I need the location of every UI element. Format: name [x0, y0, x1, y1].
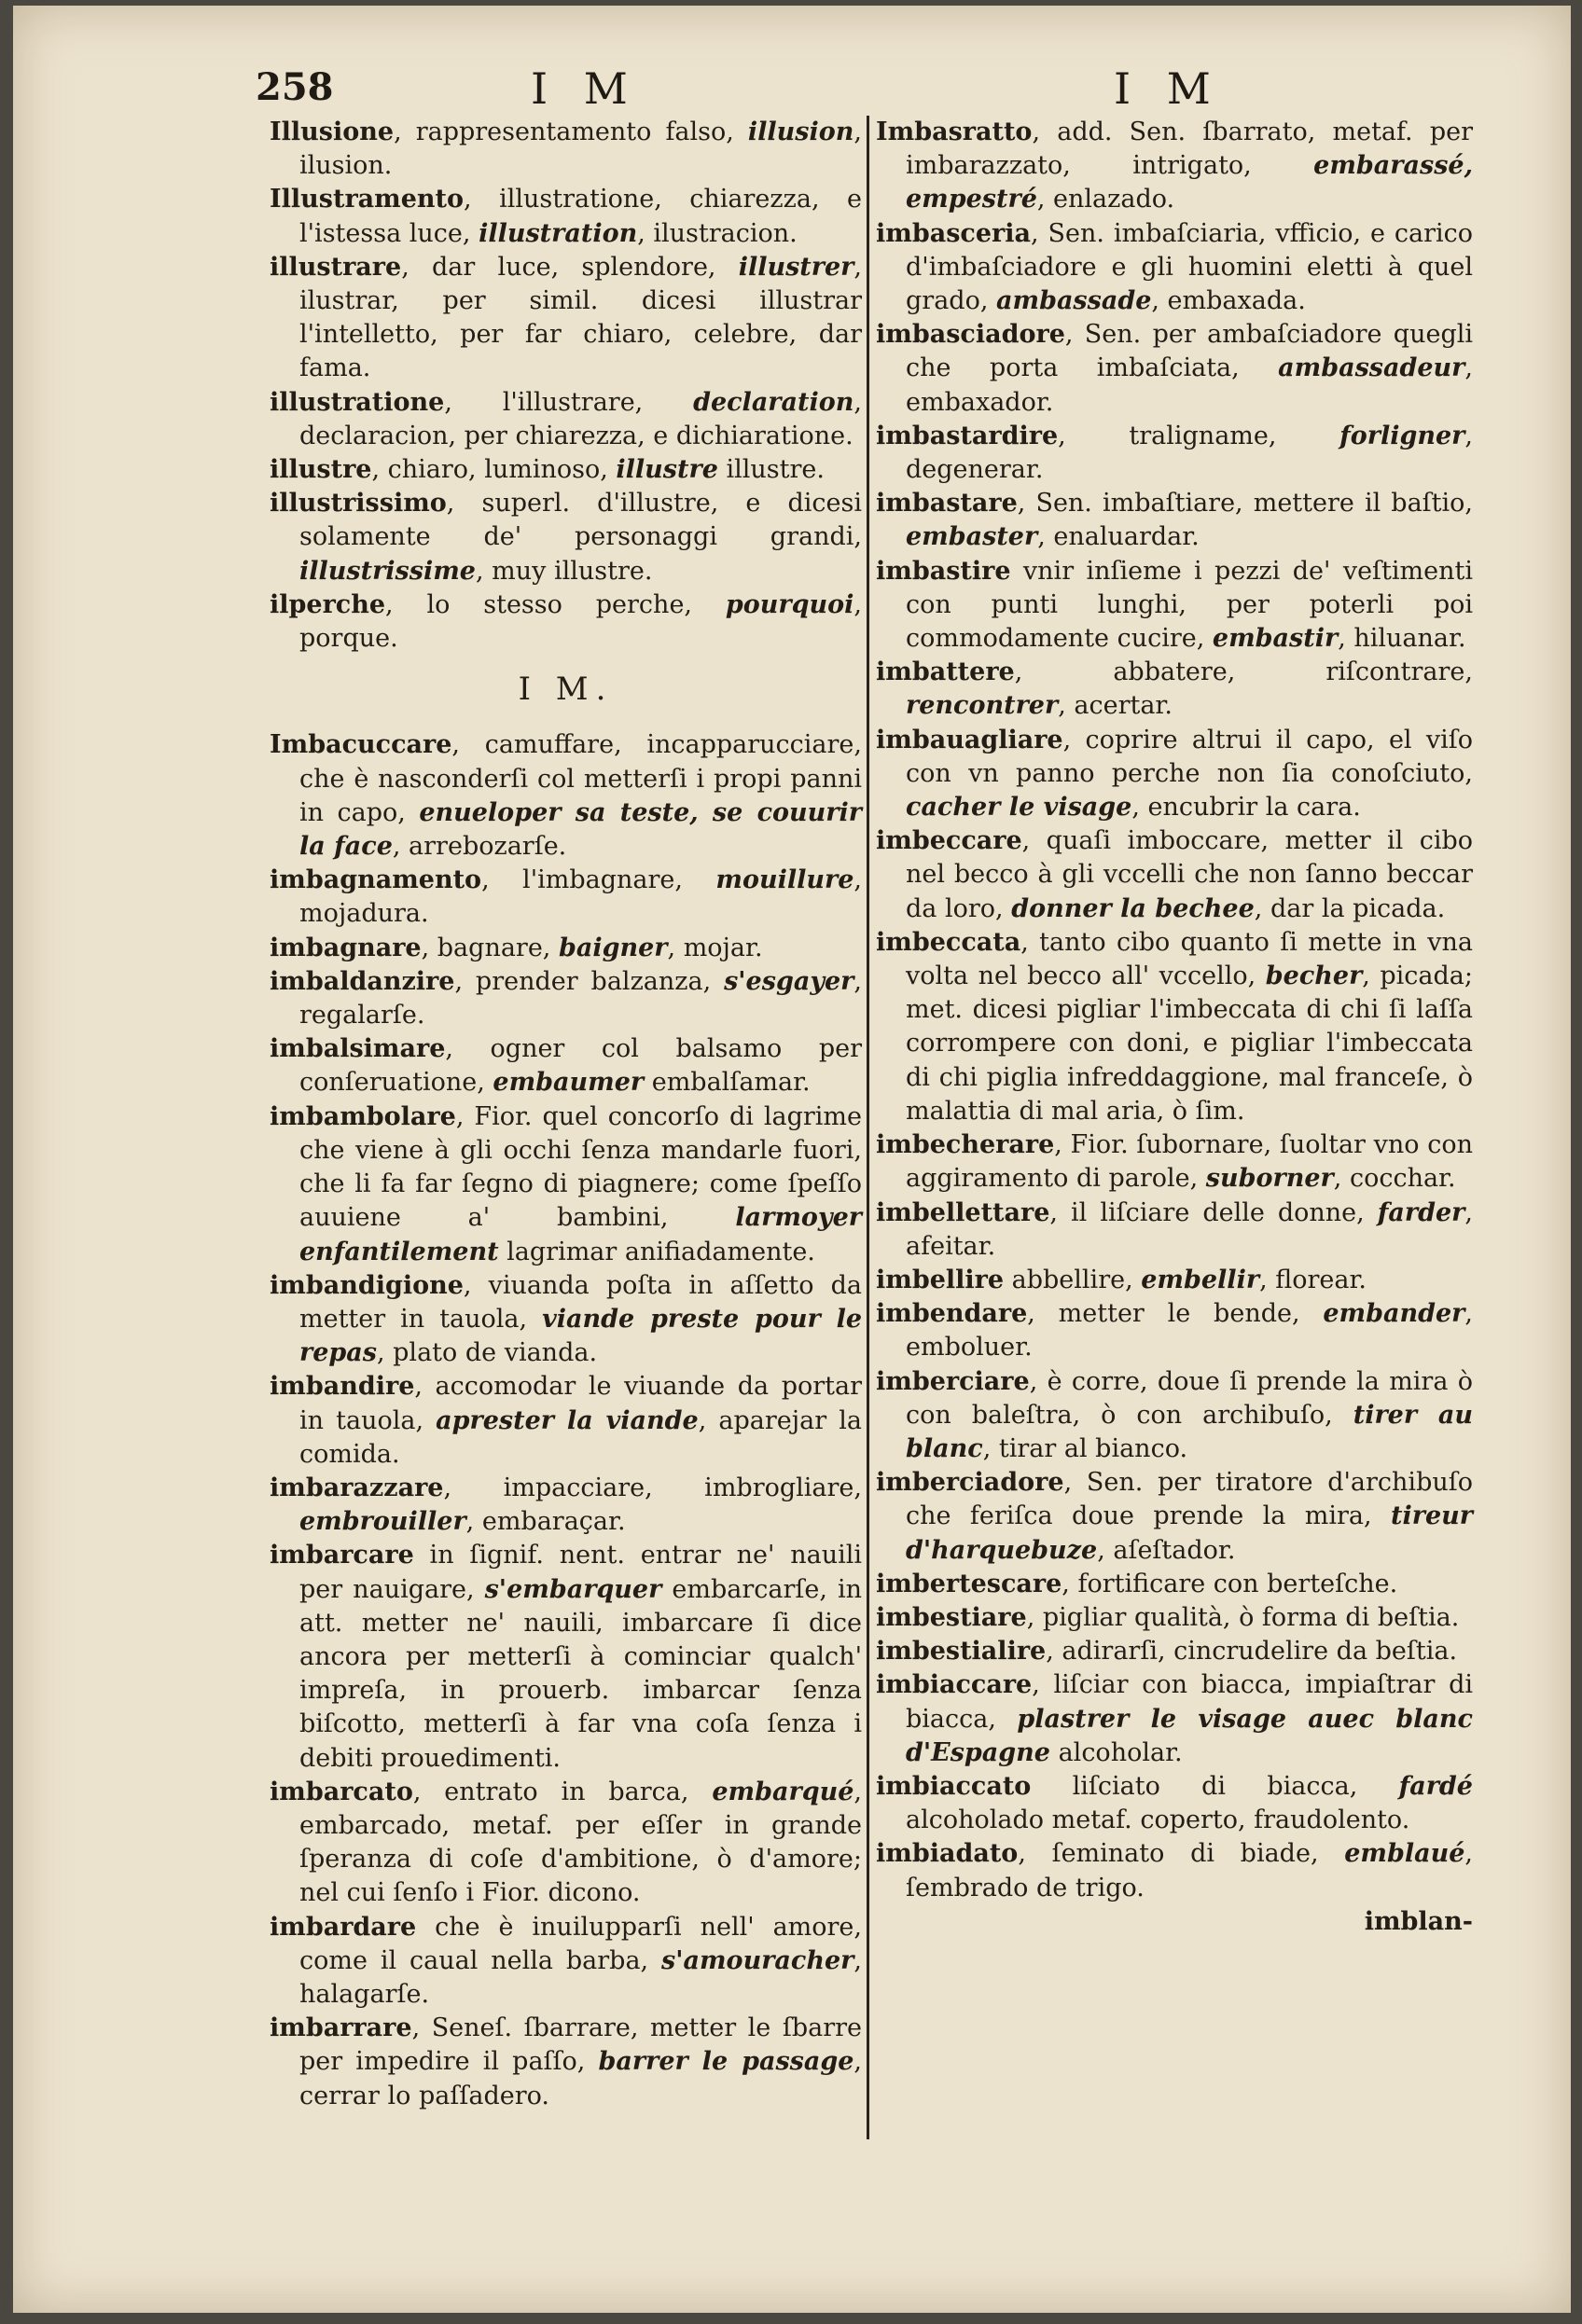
entry-spanish: , ilustrar, per simil. dicesi illustrar l'intelletto, per far chiaro, celebre, dar fama.: [299, 252, 862, 383]
entry-headword: illustrissimo: [270, 489, 447, 519]
entry-definition: , prender balzanza,: [454, 966, 725, 996]
running-head-left: I M: [531, 63, 639, 114]
entry-headword: imbastare: [876, 489, 1018, 519]
entry-definition: , l'illustrare,: [444, 387, 694, 417]
entry-definition: , rappresentamento falso,: [394, 118, 748, 146]
entry-french: becher: [1265, 961, 1363, 991]
entry-spanish: , afeitar.: [906, 1197, 1473, 1261]
entry-headword: imbagnare: [270, 933, 422, 962]
dictionary-entry: [270, 1539, 862, 1775]
dictionary-entry: [270, 251, 862, 386]
dictionary-entry: [270, 588, 862, 656]
entry-definition: liſciato di biacca,: [1031, 1771, 1399, 1801]
dictionary-entry: [876, 1770, 1473, 1837]
entry-french: viande preste pour le repas: [299, 1304, 862, 1368]
entry-french: s'esgayer: [724, 966, 854, 996]
entry-definition: , illustratione, chiarezza, e l'istessa luce,: [299, 185, 862, 248]
entry-definition: , coprire altrui il capo, el viſo con vn panno perche non ſia conoſciuto,: [906, 725, 1473, 788]
dictionary-entry: [270, 1472, 862, 1539]
entry-definition: , il liſciare delle donne,: [1049, 1197, 1378, 1227]
entry-definition: , add. Sen. ſbarrato, metaf. per imbarazzato, intrigato,: [906, 118, 1473, 181]
entry-headword: imbiaccare: [876, 1670, 1033, 1700]
entry-spanish: , embaxador.: [906, 353, 1473, 417]
entry-headword: imbalsimare: [270, 1034, 446, 1064]
dictionary-entry: [270, 1911, 862, 2013]
left-entries-b: [270, 728, 862, 2112]
entry-headword: imbiaccato: [876, 1771, 1032, 1801]
entry-french: ambassade: [996, 286, 1152, 316]
entry-french: rencontrer: [906, 691, 1059, 721]
dictionary-entry: [270, 864, 862, 931]
entry-french: illustration: [479, 218, 638, 248]
entry-headword: illustrare: [270, 252, 402, 282]
entry-spanish: , enlazado.: [1036, 185, 1175, 214]
entry-spanish: , ilusion.: [299, 118, 862, 181]
entry-headword: Imbasratto: [876, 118, 1033, 146]
entry-spanish: , tirar al bianco.: [982, 1433, 1188, 1463]
dictionary-entry: [876, 1264, 1473, 1297]
entry-headword: imbarrare: [270, 2013, 412, 2043]
entry-french: embrouiller: [299, 1507, 466, 1537]
dictionary-entry: [876, 1365, 1473, 1467]
dictionary-entry: [876, 1466, 1473, 1568]
dictionary-entry: [876, 1128, 1473, 1196]
entry-definition: , quaſi imboccare, metter il cibo nel becco à gli vccelli che non ſanno beccar da loro,: [906, 826, 1473, 923]
entry-headword: imbagnamento: [270, 865, 482, 895]
entry-spanish: illustre.: [717, 455, 825, 485]
dictionary-entry: [270, 728, 862, 864]
entry-headword: imbendare: [876, 1299, 1028, 1329]
entry-spanish: embalſamar.: [644, 1068, 811, 1098]
entry-headword: imberciare: [876, 1366, 1030, 1396]
entry-french: s'amouracher: [661, 1945, 854, 1975]
entry-spanish: , mojar.: [667, 933, 763, 962]
entry-spanish: , aſeſtador.: [1097, 1535, 1236, 1565]
entry-headword: imbecherare: [876, 1130, 1055, 1160]
section-heading: I M.: [518, 671, 614, 709]
entry-definition: , chiaro, luminoso,: [371, 455, 617, 485]
dictionary-entry: [876, 318, 1473, 420]
entry-spanish: , hiluanar.: [1338, 624, 1466, 654]
entry-spanish: lagrimar anifiadamente.: [498, 1237, 815, 1266]
entry-headword: imbandigione: [270, 1270, 464, 1300]
entry-headword: imbarcato: [270, 1777, 413, 1806]
entry-definition: , ſeminato di biade,: [1018, 1839, 1345, 1869]
dictionary-entry: [876, 926, 1473, 1128]
right-column: [876, 116, 1473, 1939]
dictionary-entry: [270, 1032, 862, 1100]
dictionary-entry: [876, 116, 1473, 217]
entry-headword: imbarcare: [270, 1541, 414, 1570]
entry-spanish: , cerrar lo paſſadero.: [299, 2047, 862, 2110]
entry-french: mouillure: [715, 865, 854, 895]
entry-french: illustrer: [738, 252, 854, 282]
entry-spanish: , embaxada.: [1151, 286, 1306, 316]
entry-french: barrer le passage: [598, 2047, 854, 2077]
left-column: [270, 116, 862, 2113]
entry-french: donner la bechee: [1011, 893, 1255, 923]
entry-headword: imberciadore: [876, 1468, 1064, 1498]
entry-spanish: , dar la picada.: [1254, 893, 1446, 923]
dictionary-entry: [876, 1635, 1473, 1668]
dictionary-entry: [270, 965, 862, 1032]
entry-spanish: , mojadura.: [299, 865, 862, 929]
entry-headword: Imbacuccare: [270, 730, 452, 760]
entry-definition: , Sen. imbaſtiare, mettere il baſtio,: [1017, 489, 1473, 519]
dictionary-entry: [876, 824, 1473, 926]
entry-spanish: , degenerar.: [906, 421, 1473, 485]
entry-french: cacher le visage: [906, 793, 1132, 823]
entry-spanish: , picada; met. dicesi pigliar l'imbeccata di chi ſi laſſa corrompere con doni, e pigliar l'imbeccata di chi piglia infreddaggione, mal franceſe, ò malattia di mal aria, ò ſim.: [906, 961, 1473, 1126]
running-head-right: I M: [1114, 63, 1222, 114]
entry-french: aprester la viande: [436, 1405, 699, 1435]
entry-french: illustre: [616, 455, 718, 485]
dictionary-entry: [876, 1568, 1473, 1601]
entry-french: tireur d'harquebuze: [906, 1501, 1473, 1565]
entry-french: s'embarquer: [484, 1574, 662, 1604]
entry-definition: , ogner col balsamo per conſeruatione,: [299, 1034, 862, 1098]
entry-spanish: , cocchar.: [1333, 1164, 1456, 1194]
entry-definition: , abbatere, riſcontrare,: [1014, 657, 1473, 687]
entry-spanish: , muy illustre.: [475, 556, 653, 586]
entry-spanish: , arrebozarſe.: [392, 832, 567, 862]
entry-french: illustrissime: [299, 556, 476, 586]
entry-definition: , pigliar qualità, ò forma di beſtia.: [1026, 1602, 1460, 1632]
entry-spanish: embarcarſe, in att. metter ne' nauili, imbarcare ſi dice ancora per metterſi à cominciar qualch' impreſa, in prouerb. imbarcar ſenza biſcotto, metterſi à far vna coſa ſenza i debiti prouedimenti.: [299, 1574, 862, 1773]
page-number: 258: [256, 65, 334, 109]
dictionary-entry: [876, 1668, 1473, 1770]
entry-french: illusion: [747, 118, 854, 146]
entry-headword: imbellettare: [876, 1197, 1050, 1227]
entry-definition: , è corre, doue ſi prende la mira ò con baleſtra, ò con archibuſo,: [906, 1366, 1473, 1430]
entry-headword: imbeccata: [876, 927, 1021, 957]
dictionary-entry: [270, 2012, 862, 2113]
entry-spanish: , florear.: [1259, 1265, 1367, 1294]
entry-french: forligner: [1339, 421, 1465, 450]
entry-headword: imbardare: [270, 1912, 417, 1942]
entry-definition: , Fior. quel concorſo di lagrime che viene à gli occhi ſenza mandarle fuori, che li fa far ſegno di piagnere; come ſpeſſo auuiene a' bambini,: [299, 1101, 862, 1233]
entry-definition: , Sen. imbaſciaria, vfficio, e carico d'imbaſciadore e gli huomini eletti à quel grado,: [906, 218, 1473, 316]
entry-headword: imbastire: [876, 556, 1011, 586]
entry-spanish: , acertar.: [1058, 691, 1173, 721]
entry-definition: vnir inſieme i pezzi de' veſtimenti con punti lunghi, per poterli poi commodamente cucire,: [906, 556, 1473, 654]
dictionary-entry: [876, 217, 1473, 319]
entry-headword: imbellire: [876, 1265, 1005, 1294]
entry-french: embarqué: [712, 1777, 854, 1806]
entry-definition: , bagnare,: [421, 933, 559, 962]
entry-definition: , superl. d'illustre, e dicesi solamente de' personaggi grandi,: [299, 489, 862, 552]
entry-headword: imbestiare: [876, 1602, 1027, 1632]
entry-definition: , adirarſi, cincrudelire da beſtia.: [1046, 1637, 1458, 1667]
entry-definition: abbellire,: [1004, 1265, 1142, 1294]
entry-french: suborner: [1205, 1164, 1334, 1194]
entry-definition: , accomodar le viuande da portar in tauola,: [299, 1372, 862, 1435]
entry-spanish: alcoholar.: [1050, 1737, 1183, 1767]
entry-headword: imbasciadore: [876, 320, 1065, 350]
entry-definition: , tanto cibo quanto ſi mette in vna volta nel becco all' vccello,: [906, 927, 1473, 991]
entry-french: baigner: [558, 933, 668, 962]
entry-definition: , dar luce, splendore,: [401, 252, 739, 282]
entry-headword: imbestialire: [876, 1637, 1047, 1667]
entry-french: embarassé, empestré: [906, 151, 1473, 214]
dictionary-entry: [876, 1297, 1473, 1364]
dictionary-entry: [876, 1197, 1473, 1264]
entry-french: emblaué: [1344, 1839, 1465, 1869]
entry-definition: , camuffare, incapparucciare, che è nasconderſi col metterſi i propi panni in capo,: [299, 730, 862, 827]
entry-french: embastir: [1212, 624, 1339, 654]
entry-definition: , entrato in barca,: [412, 1777, 713, 1806]
entry-spanish: , plato de vianda.: [376, 1338, 598, 1368]
entry-definition: , l'imbagnare,: [481, 865, 716, 895]
entry-headword: imbasceria: [876, 218, 1031, 248]
entry-headword: imbauagliare: [876, 725, 1063, 754]
entry-headword: imbattere: [876, 657, 1015, 687]
dictionary-entry: [876, 724, 1473, 825]
entry-spanish: alcoholado metaf. coperto, fraudolento.: [906, 1805, 1410, 1835]
entry-headword: imbambolare: [270, 1101, 456, 1131]
entry-french: enueloper sa teste, se couurir la face: [299, 797, 863, 862]
entry-definition: , liſciar con biacca, impiaſtrar di biacca,: [906, 1670, 1473, 1734]
dictionary-entry: [270, 116, 862, 183]
entry-definition: che è inuilupparſi nell' amore, come il caual nella barba,: [299, 1912, 862, 1975]
entry-headword: illustre: [270, 455, 372, 485]
entry-french: farder: [1377, 1197, 1465, 1227]
dictionary-entry: [876, 420, 1473, 487]
entry-definition: , Fior. ſubornare, ſuoltar vno con aggiramento di parole,: [906, 1130, 1473, 1194]
entry-spanish: , emboluer.: [906, 1299, 1473, 1363]
dictionary-entry: [876, 1601, 1473, 1635]
right-entries: [876, 116, 1473, 1905]
entry-french: embaster: [906, 522, 1038, 552]
entry-definition: , metter le bende,: [1027, 1299, 1324, 1329]
dictionary-entry: [270, 1370, 862, 1472]
entry-spanish: , aparejar la comida.: [299, 1405, 862, 1469]
entry-french: embaumer: [493, 1068, 645, 1098]
entry-french: declaration: [693, 387, 854, 417]
entry-definition: , traligname,: [1058, 421, 1340, 450]
entry-spanish: , enaluardar.: [1037, 522, 1200, 552]
entry-definition: , Sen. per ambaſciadore quegli che porta imbaſciata,: [906, 320, 1473, 383]
dictionary-entry: [270, 1269, 862, 1371]
entry-french: larmoyer enfantilement: [299, 1203, 862, 1266]
entry-spanish: , regalarſe.: [299, 966, 862, 1031]
dictionary-entry: [270, 183, 862, 250]
dictionary-entry: [876, 1837, 1473, 1904]
entry-french: pourquoi: [725, 589, 854, 619]
entry-headword: imbeccare: [876, 826, 1022, 856]
entry-headword: Illustramento: [270, 185, 465, 214]
entry-definition: in ſignif. nent. entrar ne' nauili per nauigare,: [299, 1541, 862, 1604]
entry-spanish: , ſembrado de trigo.: [906, 1839, 1473, 1902]
entry-definition: , Seneſ. ſbarrare, metter le ſbarre per impedire il paſſo,: [299, 2013, 862, 2077]
entry-spanish: , declaracion, per chiarezza, e dichiaratione.: [299, 387, 862, 450]
entry-definition: , Sen. per tiratore d'archibuſo che feriſca doue prende la mira,: [906, 1468, 1473, 1531]
entry-headword: imbaldanzire: [270, 966, 455, 996]
entry-headword: imbarazzare: [270, 1473, 444, 1502]
entry-spanish: , embarcado, metaf. per eſſer in grande ſperanza di coſe d'ambitione, ò d'amore; nel cui ſenſo i Fior. dicono.: [299, 1777, 862, 1908]
entry-definition: , lo stesso perche,: [385, 589, 726, 619]
dictionary-entry: [270, 1100, 862, 1269]
column-rule: [867, 116, 869, 2139]
entry-definition: , impacciare, imbrogliare,: [443, 1473, 862, 1502]
dictionary-entry: [270, 487, 862, 588]
book-page: [13, 6, 1571, 2313]
dictionary-entry: [876, 656, 1473, 723]
dictionary-entry: [270, 453, 862, 487]
catchword: imblan-: [1364, 1906, 1473, 1936]
entry-spanish: , halagarſe.: [299, 1945, 862, 2009]
entry-headword: ilperche: [270, 589, 386, 619]
entry-headword: Illusione: [270, 118, 395, 146]
entry-french: plastrer le visage auec blanc d'Espagne: [906, 1704, 1474, 1767]
entry-french: embander: [1323, 1299, 1465, 1329]
dictionary-entry: [270, 1776, 862, 1911]
entry-headword: imbastardire: [876, 421, 1059, 450]
dictionary-entry: [270, 386, 862, 453]
entry-definition: , fortificare con berteſche.: [1062, 1569, 1398, 1598]
left-entries-a: [270, 116, 862, 656]
entry-spanish: , ilustracion.: [637, 218, 798, 248]
dictionary-entry: [876, 555, 1473, 657]
entry-headword: illustratione: [270, 387, 445, 417]
entry-french: fardé: [1398, 1771, 1473, 1801]
entry-spanish: , porque.: [299, 589, 862, 654]
entry-french: ambassadeur: [1278, 353, 1465, 383]
entry-headword: imbertescare: [876, 1569, 1062, 1598]
dictionary-entry: [876, 487, 1473, 554]
entry-headword: imbiadato: [876, 1839, 1019, 1869]
entry-definition: , viuanda poſta in aſſetto da metter in tauola,: [299, 1270, 862, 1334]
entry-spanish: , encubrir la cara.: [1131, 793, 1361, 823]
entry-french: tirer au blanc: [906, 1400, 1473, 1463]
entry-spanish: , embaraçar.: [465, 1507, 626, 1537]
dictionary-entry: [270, 932, 862, 965]
entry-french: embellir: [1141, 1265, 1260, 1294]
entry-headword: imbandire: [270, 1372, 415, 1402]
